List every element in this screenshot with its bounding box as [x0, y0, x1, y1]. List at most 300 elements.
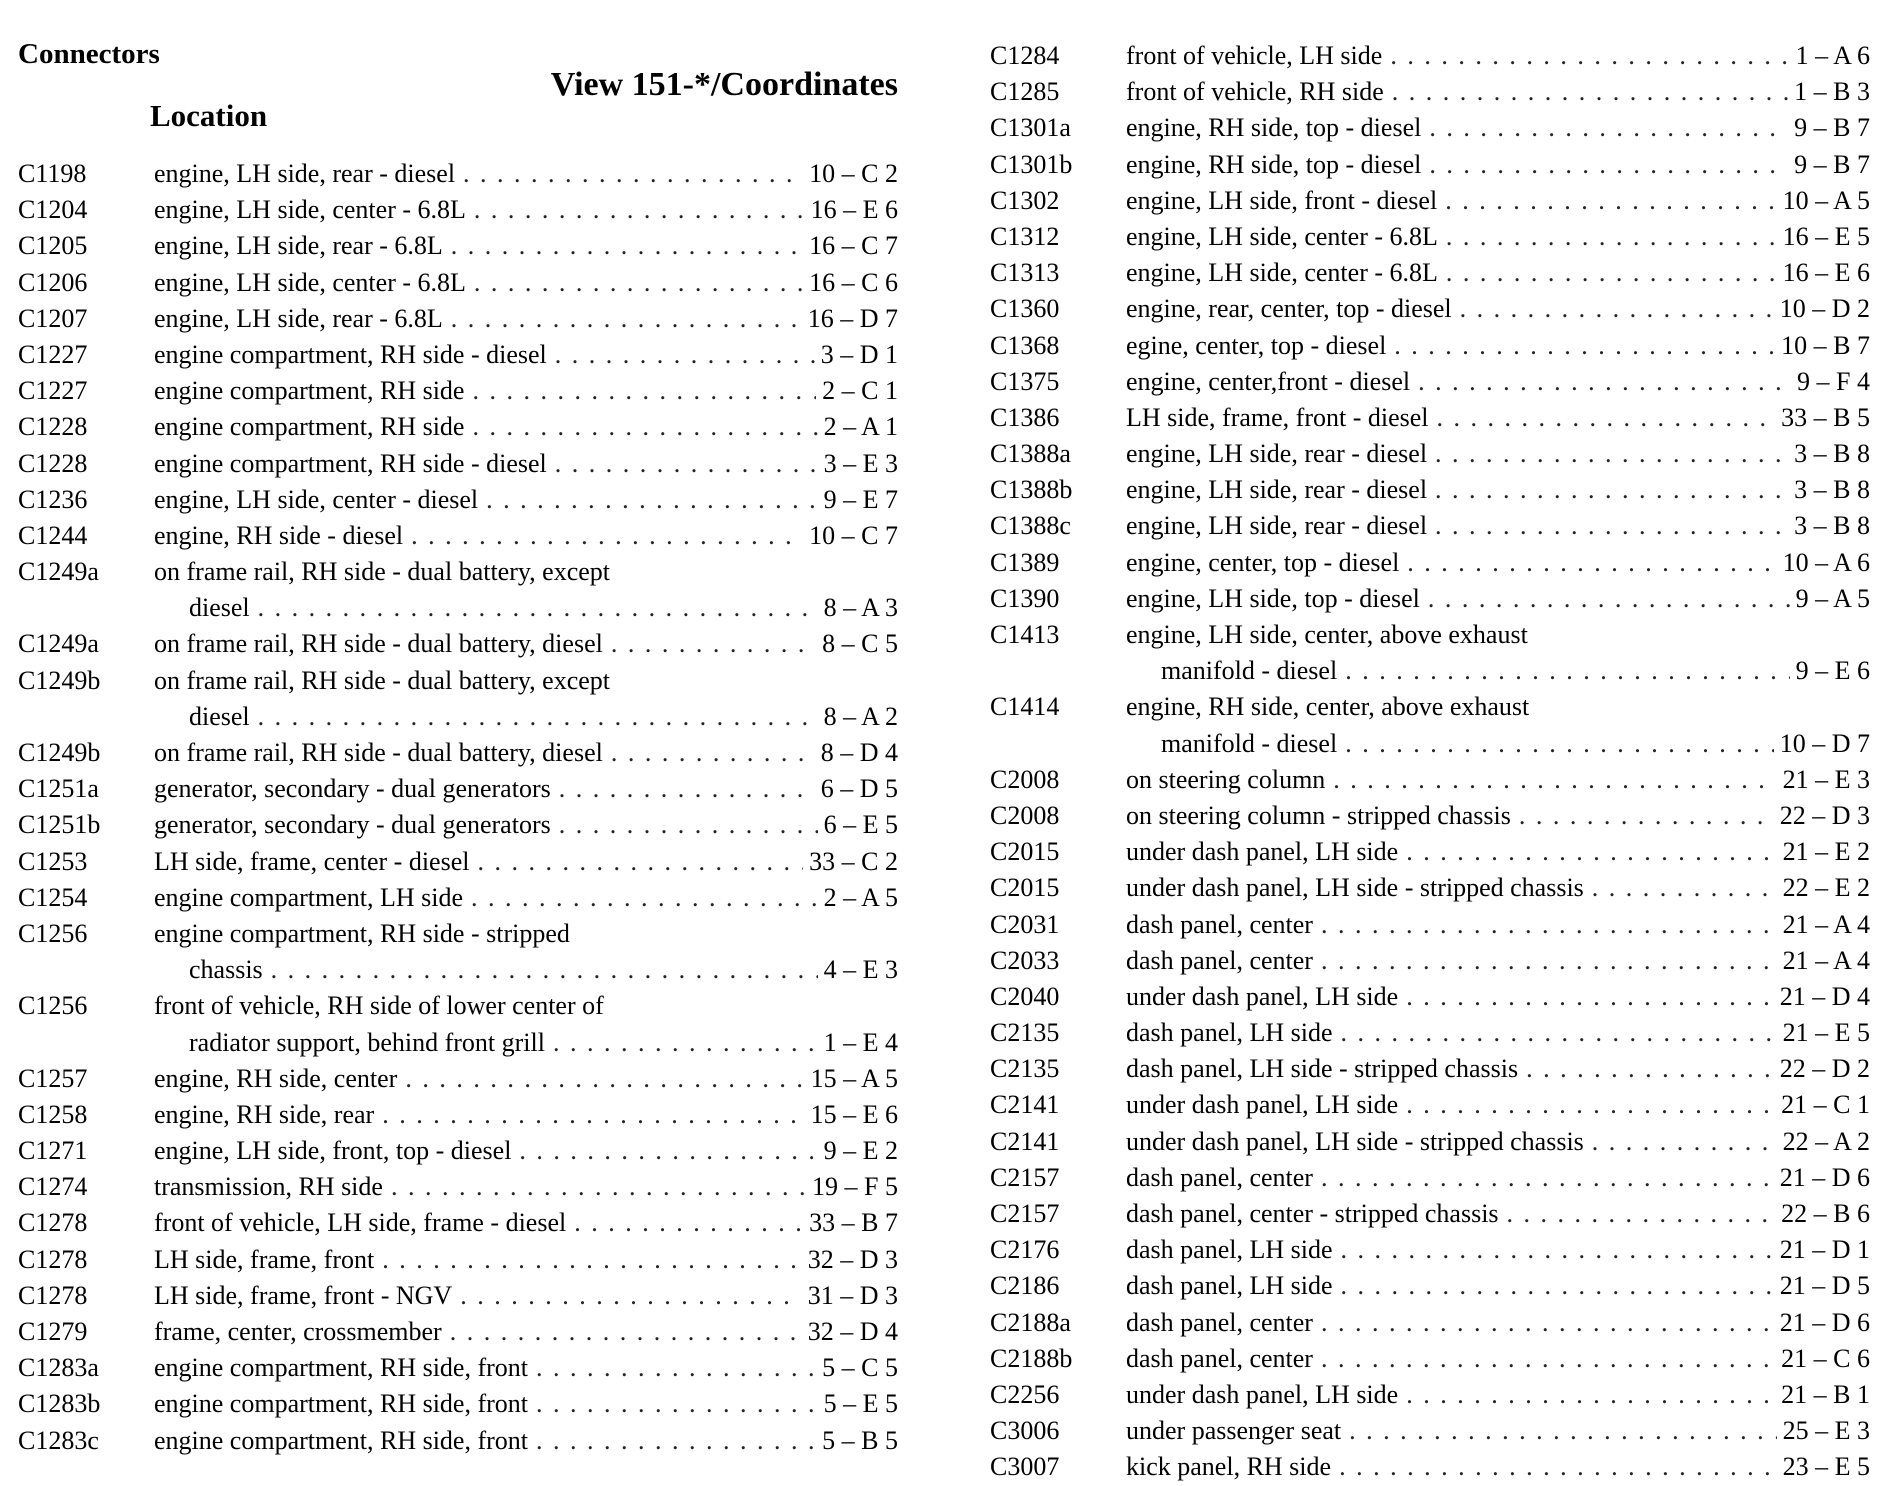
dot-leader: [463, 156, 803, 192]
view-coordinate: 5 – C 5: [822, 1353, 898, 1383]
dot-leader: [405, 1061, 804, 1097]
connector-location: engine compartment, LH side: [154, 882, 464, 912]
connector-code: C1207: [18, 303, 88, 333]
connector-code: C1205: [18, 231, 88, 261]
connector-code: C2176: [990, 1235, 1060, 1265]
connector-location: engine compartment, RH side: [154, 412, 465, 442]
connector-row: [18, 1133, 898, 1169]
view-coordinate: 2 – A 1: [823, 412, 898, 442]
connector-code: C1283c: [18, 1425, 99, 1455]
connector-row: [18, 1242, 898, 1278]
dot-leader: [391, 1169, 806, 1205]
connector-code: C2141: [990, 1126, 1060, 1156]
connector-row: [18, 663, 898, 699]
connector-code: C2157: [990, 1162, 1060, 1192]
connector-code: C1271: [18, 1136, 88, 1166]
connector-row-continuation: [18, 952, 898, 988]
dot-leader: [477, 844, 803, 880]
view-coordinate: 10 – A 5: [1782, 185, 1870, 215]
connector-code: C2188a: [990, 1307, 1071, 1337]
dot-leader: [451, 301, 802, 337]
dot-leader: [271, 952, 818, 988]
connector-location: engine, center, top - diesel: [1126, 547, 1400, 577]
connector-location: dash panel, center: [1126, 1162, 1313, 1192]
connector-row-continuation: [18, 1025, 898, 1061]
view-coordinate: 2 – C 1: [822, 376, 898, 406]
dot-leader: [411, 518, 803, 554]
connector-row: [990, 1341, 1870, 1377]
view-coordinate: 9 – E 6: [1795, 656, 1870, 686]
view-coordinate: 21 – B 1: [1781, 1379, 1870, 1409]
dot-leader: [1519, 798, 1774, 834]
connector-code: C1278: [18, 1208, 88, 1238]
connector-row-continuation: [18, 699, 898, 735]
connector-location: engine, LH side, top - diesel: [1126, 583, 1420, 613]
view-coordinate: 10 – B 7: [1781, 330, 1870, 360]
connector-row: [18, 1169, 898, 1205]
view-coordinate: 16 – E 6: [810, 195, 898, 225]
connector-location-continued: manifold - diesel: [1161, 728, 1338, 758]
connector-row: [990, 1268, 1870, 1304]
connector-row: [18, 1097, 898, 1133]
dot-leader: [1321, 1160, 1774, 1196]
connector-location: engine, LH side, center - 6.8L: [154, 267, 466, 297]
connector-code: C1301a: [990, 113, 1071, 143]
dot-leader: [1341, 1015, 1777, 1051]
view-coordinate: 3 – B 8: [1794, 511, 1870, 541]
connector-location: generator, secondary - dual generators: [154, 810, 551, 840]
connector-location: engine, RH side, top - diesel: [1126, 113, 1422, 143]
connector-location: on frame rail, RH side - dual battery, except: [154, 557, 611, 587]
connector-row: [18, 807, 898, 843]
connector-row: [990, 581, 1870, 617]
view-coordinate: 3 – B 8: [1794, 475, 1870, 505]
view-coordinate: 21 – D 5: [1779, 1271, 1870, 1301]
connector-code: C1284: [990, 41, 1060, 70]
view-coordinate: 32 – D 3: [807, 1244, 898, 1274]
connector-location: front of vehicle, RH side of lower center of: [154, 991, 604, 1021]
connector-code: C1258: [18, 1099, 88, 1129]
connector-code: C3006: [990, 1416, 1060, 1446]
connector-row: [18, 916, 898, 952]
connector-code: C2031: [990, 909, 1060, 939]
dot-leader: [1592, 1124, 1777, 1160]
connector-location: LH side, frame, center - diesel: [154, 846, 470, 876]
connector-row: [18, 518, 898, 554]
column-header-location: Location: [150, 98, 268, 133]
view-coordinate: 9 – E 7: [823, 484, 898, 514]
dot-leader: [574, 1205, 803, 1241]
dot-leader: [382, 1242, 802, 1278]
dot-leader: [1460, 291, 1774, 327]
connector-location: engine compartment, RH side, front: [154, 1389, 529, 1419]
connector-location: under dash panel, LH side: [1126, 1379, 1399, 1409]
connector-location: engine, LH side, rear - diesel: [1126, 475, 1428, 505]
connector-code: C1386: [990, 402, 1060, 432]
connector-row: [990, 291, 1870, 327]
connector-code: C1251b: [18, 810, 101, 840]
connector-code: C1256: [18, 991, 88, 1021]
connector-row: [990, 1124, 1870, 1160]
connector-location: engine, LH side, front, top - diesel: [154, 1136, 512, 1166]
connector-code: C2008: [990, 764, 1060, 794]
connector-location: dash panel, LH side: [1126, 1235, 1333, 1265]
connector-location: dash panel, center - stripped chassis: [1126, 1199, 1499, 1228]
dot-leader: [1435, 508, 1788, 544]
view-coordinate: 16 – E 5: [1782, 221, 1870, 251]
connector-row: [990, 147, 1870, 183]
connector-code: C1206: [18, 267, 88, 297]
connector-location: engine, rear, center, top - diesel: [1126, 294, 1452, 324]
connector-row: [990, 979, 1870, 1015]
connector-location: engine compartment, RH side - diesel: [154, 339, 547, 369]
connector-location: engine, center,front - diesel: [1126, 366, 1411, 396]
connector-location-continued: chassis: [189, 955, 263, 985]
connector-location: dash panel, LH side - stripped chassis: [1126, 1054, 1519, 1084]
connector-location: engine, LH side, center - 6.8L: [154, 195, 466, 225]
connector-location: engine compartment, RH side, front: [154, 1425, 529, 1455]
dot-leader: [471, 880, 818, 916]
view-coordinate: 6 – E 5: [823, 810, 898, 840]
connector-row: [18, 626, 898, 662]
connector-location: under dash panel, LH side - stripped chassis: [1126, 873, 1584, 903]
view-coordinate: 19 – F 5: [812, 1172, 898, 1202]
connector-code: C1368: [990, 330, 1060, 360]
dot-leader: [1321, 907, 1777, 943]
connector-row: [990, 907, 1870, 943]
connector-code: C1253: [18, 846, 88, 876]
view-coordinate: 5 – B 5: [822, 1425, 898, 1455]
connector-row: [990, 1232, 1870, 1268]
connector-row: [990, 472, 1870, 508]
view-coordinate: 16 – D 7: [807, 303, 898, 333]
connector-location: dash panel, center: [1126, 909, 1313, 939]
dot-leader: [486, 482, 817, 518]
connector-code: C1249a: [18, 629, 99, 659]
view-coordinate: 22 – B 6: [1781, 1199, 1870, 1228]
connector-code: C1204: [18, 195, 88, 225]
column-header-view-coordinates: View 151-*/Coordinates: [550, 66, 898, 103]
dot-leader: [1435, 472, 1788, 508]
view-coordinate: 3 – B 8: [1794, 439, 1870, 469]
connector-location: under passenger seat: [1126, 1416, 1342, 1446]
connector-code: C1283b: [18, 1389, 101, 1419]
view-coordinate: 5 – E 5: [823, 1389, 898, 1419]
view-coordinate: 8 – D 4: [820, 738, 898, 767]
dot-leader: [1333, 762, 1776, 798]
connector-row: [990, 798, 1870, 834]
connector-location: front of vehicle, LH side, frame - diesel: [154, 1208, 567, 1238]
view-coordinate: 22 – D 2: [1779, 1054, 1870, 1084]
dot-leader: [1526, 1051, 1774, 1087]
view-coordinate: 21 – A 4: [1782, 909, 1870, 939]
dot-leader: [1437, 400, 1776, 436]
connector-code: C1228: [18, 448, 88, 478]
view-coordinate: 21 – E 2: [1782, 837, 1870, 867]
connector-row: [990, 943, 1870, 979]
connector-row: [18, 1423, 898, 1459]
connector-code: C1390: [990, 583, 1060, 613]
connector-row: [18, 554, 898, 590]
view-coordinate: 1 – B 3: [1794, 77, 1870, 107]
connector-code: C1312: [990, 221, 1060, 251]
dot-leader: [559, 771, 815, 807]
view-coordinate: 16 – E 6: [1782, 258, 1870, 288]
dot-leader: [1339, 1449, 1777, 1485]
dot-leader: [559, 807, 818, 843]
dot-leader: [1407, 545, 1776, 581]
dot-leader: [258, 590, 818, 626]
connector-row: [18, 1205, 898, 1241]
connector-location: dash panel, center: [1126, 1343, 1313, 1373]
connector-row: [990, 689, 1870, 725]
connector-row: [18, 192, 898, 228]
connector-code: C1283a: [18, 1353, 99, 1383]
connector-location: engine, LH side, rear - 6.8L: [154, 303, 443, 333]
connector-row: [990, 870, 1870, 906]
connector-code: C1301b: [990, 149, 1073, 179]
connector-row: [990, 617, 1870, 653]
view-coordinate: 25 – E 3: [1782, 1416, 1870, 1446]
dot-leader: [382, 1097, 804, 1133]
connector-location: front of vehicle, LH side: [1126, 41, 1383, 70]
connector-row: [18, 373, 898, 409]
view-coordinate: 32 – D 4: [807, 1317, 898, 1346]
connector-location: dash panel, LH side: [1126, 1018, 1333, 1048]
connector-location: engine compartment, RH side, front: [154, 1353, 529, 1383]
view-coordinate: 10 – C 2: [809, 159, 898, 188]
connector-location: engine, RH side, center, above exhaust: [1126, 692, 1530, 722]
view-coordinate: 21 – A 4: [1782, 945, 1870, 975]
connector-row: [990, 38, 1870, 74]
dot-leader: [474, 265, 803, 301]
view-coordinate: 15 – A 5: [810, 1063, 898, 1093]
dot-leader: [1390, 38, 1789, 74]
view-coordinate: 21 – E 5: [1782, 1018, 1870, 1048]
view-coordinate: 1 – A 6: [1795, 41, 1870, 70]
connector-code: C2135: [990, 1018, 1060, 1048]
connector-row: [990, 1305, 1870, 1341]
connector-location: on frame rail, RH side - dual battery, diesel: [154, 629, 603, 659]
dot-leader: [451, 228, 803, 264]
connector-code: C1257: [18, 1063, 88, 1093]
connector-row: [990, 219, 1870, 255]
connector-row: [18, 1314, 898, 1350]
connector-code: C1249a: [18, 557, 99, 587]
view-coordinate: 21 – D 1: [1779, 1235, 1870, 1265]
connector-location: on steering column: [1126, 764, 1326, 794]
dot-leader: [1429, 147, 1788, 183]
dot-leader: [611, 626, 816, 662]
connector-location: engine, RH side, rear: [154, 1099, 375, 1129]
dot-leader: [555, 446, 818, 482]
view-coordinate: 33 – B 5: [1781, 402, 1870, 432]
connector-code: C2157: [990, 1199, 1060, 1228]
connector-location: engine, LH side, center - 6.8L: [1126, 258, 1438, 288]
connector-row: [18, 1061, 898, 1097]
connector-code: C2040: [990, 981, 1060, 1011]
dot-leader: [1428, 581, 1790, 617]
connector-row: [18, 771, 898, 807]
view-coordinate: 4 – E 3: [823, 955, 898, 985]
dot-leader: [1435, 436, 1788, 472]
view-coordinate: 22 – E 2: [1782, 873, 1870, 903]
view-coordinate: 21 – D 4: [1779, 981, 1870, 1011]
connector-location: engine compartment, RH side: [154, 376, 465, 406]
dot-leader: [1445, 183, 1776, 219]
connector-location-continued: diesel: [189, 593, 250, 623]
view-coordinate: 8 – A 3: [823, 593, 898, 623]
connector-location: engine, LH side, rear - diesel: [154, 159, 456, 188]
connector-row: [18, 988, 898, 1024]
dot-leader: [1341, 1232, 1774, 1268]
view-coordinate: 22 – D 3: [1779, 800, 1870, 830]
connector-code: C1236: [18, 484, 88, 514]
connector-code: C1413: [990, 620, 1060, 649]
connector-location: engine, LH side, center - 6.8L: [1126, 221, 1438, 251]
connector-location: engine compartment, RH side - diesel: [154, 448, 547, 478]
connector-code: C2008: [990, 800, 1060, 830]
view-coordinate: 9 – B 7: [1794, 149, 1870, 179]
view-coordinate: 21 – C 6: [1781, 1343, 1870, 1373]
connector-location: under dash panel, LH side: [1126, 1090, 1399, 1120]
connector-row: [990, 400, 1870, 436]
connector-location: engine, RH side, center: [154, 1063, 398, 1093]
view-coordinate: 16 – C 6: [809, 267, 898, 297]
connector-location: on steering column - stripped chassis: [1126, 800, 1511, 830]
view-coordinate: 9 – B 7: [1794, 113, 1870, 143]
connector-location: dash panel, center: [1126, 945, 1313, 975]
dot-leader: [472, 409, 817, 445]
connector-code: C1388a: [990, 439, 1071, 469]
connector-row: [18, 1278, 898, 1314]
connector-row-continuation: [990, 726, 1870, 762]
connector-code: C1244: [18, 520, 88, 550]
connector-location: LH side, frame, front - diesel: [1126, 402, 1429, 432]
connector-row: [990, 1015, 1870, 1051]
connector-location: on frame rail, RH side - dual battery, except: [154, 665, 611, 695]
view-coordinate: 3 – D 1: [820, 339, 898, 369]
connector-row: [18, 446, 898, 482]
connector-code: C1278: [18, 1280, 88, 1310]
connector-row: [18, 337, 898, 373]
connector-row: [990, 545, 1870, 581]
dot-leader: [1392, 74, 1788, 110]
connector-location: frame, center, crossmember: [154, 1317, 442, 1346]
connector-location: engine, RH side - diesel: [154, 520, 404, 550]
connector-location-continued: diesel: [189, 701, 250, 731]
connector-code: C2141: [990, 1090, 1060, 1120]
connector-row: [18, 1350, 898, 1386]
dot-leader: [1406, 979, 1774, 1015]
connector-row: [990, 364, 1870, 400]
dot-leader: [1592, 870, 1777, 906]
view-coordinate: 1 – E 4: [823, 1027, 898, 1057]
connector-code: C1279: [18, 1317, 88, 1346]
dot-leader: [536, 1386, 818, 1422]
view-coordinate: 10 – D 7: [1779, 728, 1870, 758]
view-coordinate: 10 – C 7: [809, 520, 898, 550]
connector-row: [18, 844, 898, 880]
connector-row: [990, 1196, 1870, 1232]
connector-row: [18, 482, 898, 518]
view-coordinate: 21 – E 3: [1782, 764, 1870, 794]
dot-leader: [1406, 1087, 1775, 1123]
view-coordinate: 9 – A 5: [1795, 583, 1870, 613]
view-coordinate: 10 – A 6: [1782, 547, 1870, 577]
connector-code: C1302: [990, 185, 1060, 215]
connector-location: dash panel, center: [1126, 1307, 1313, 1337]
connector-location: engine compartment, RH side - stripped: [154, 918, 570, 948]
connector-row: [18, 265, 898, 301]
connector-location-continued: manifold - diesel: [1161, 656, 1338, 686]
view-coordinate: 21 – D 6: [1779, 1162, 1870, 1192]
connector-code: C1274: [18, 1172, 88, 1202]
dot-leader: [536, 1350, 816, 1386]
connector-row: [990, 1160, 1870, 1196]
view-coordinate: 21 – D 6: [1779, 1307, 1870, 1337]
dot-leader: [611, 735, 815, 771]
connector-location: engine, LH side, rear - 6.8L: [154, 231, 443, 261]
connector-code: C1227: [18, 339, 88, 369]
connector-location-continued: radiator support, behind front grill: [189, 1027, 545, 1057]
connector-location: egine, center, top - diesel: [1126, 330, 1387, 360]
connector-row: [990, 1087, 1870, 1123]
view-coordinate: 8 – C 5: [822, 629, 898, 659]
view-coordinate: 6 – D 5: [820, 774, 898, 804]
connector-code: C1388c: [990, 511, 1071, 541]
connector-row: [990, 1377, 1870, 1413]
view-coordinate: 33 – B 7: [809, 1208, 898, 1238]
connector-location: transmission, RH side: [154, 1172, 383, 1202]
connector-row: [18, 1386, 898, 1422]
connector-location: engine, LH side, center - diesel: [154, 484, 479, 514]
connector-code: C1360: [990, 294, 1060, 324]
view-coordinate: 21 – C 1: [1781, 1090, 1870, 1120]
dot-leader: [519, 1133, 817, 1169]
connector-list-right: [990, 38, 1870, 1486]
connector-row: [18, 301, 898, 337]
view-coordinate: 16 – C 7: [809, 231, 898, 261]
dot-leader: [1321, 1341, 1775, 1377]
view-coordinate: 2 – A 5: [823, 882, 898, 912]
connector-code: C2256: [990, 1379, 1060, 1409]
connector-code: C1414: [990, 692, 1060, 722]
connector-row: [18, 735, 898, 771]
connector-code: C1254: [18, 882, 88, 912]
connector-location: kick panel, RH side: [1126, 1452, 1332, 1482]
connector-location: engine, LH side, center, above exhaust: [1126, 620, 1528, 649]
dot-leader: [1446, 255, 1777, 291]
connector-code: C1388b: [990, 475, 1073, 505]
connector-code: C1249b: [18, 665, 101, 695]
dot-leader: [1446, 219, 1777, 255]
connector-code: C1285: [990, 77, 1060, 107]
connector-code: C1375: [990, 366, 1060, 396]
connector-code: C2015: [990, 873, 1060, 903]
connector-location: engine, RH side, top - diesel: [1126, 149, 1422, 179]
connector-location: engine, LH side, rear - diesel: [1126, 511, 1428, 541]
connector-row: [18, 228, 898, 264]
dot-leader: [1406, 1377, 1775, 1413]
dot-leader: [555, 337, 815, 373]
dot-leader: [460, 1278, 802, 1314]
connector-row: [990, 328, 1870, 364]
connector-row-continuation: [18, 590, 898, 626]
view-coordinate: 9 – F 4: [1797, 366, 1870, 396]
view-coordinate: 15 – E 6: [810, 1099, 898, 1129]
dot-leader: [536, 1423, 816, 1459]
